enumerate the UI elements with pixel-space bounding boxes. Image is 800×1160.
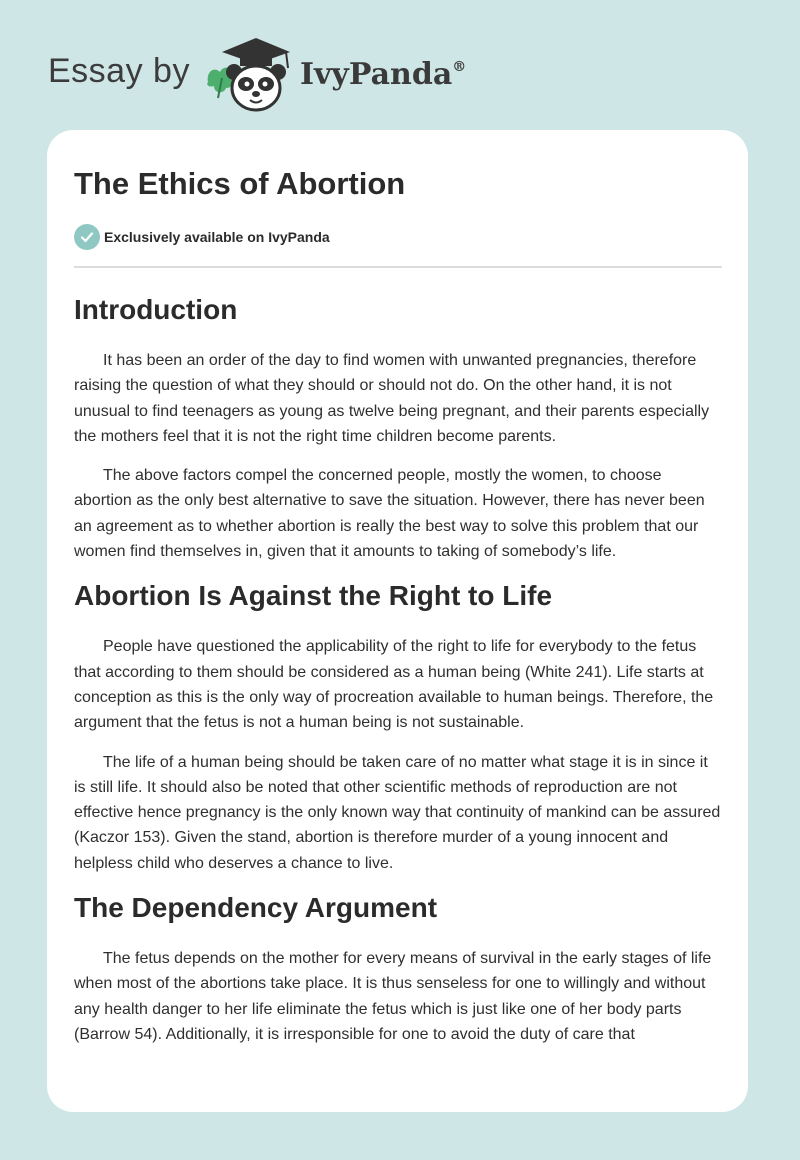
- paragraph: People have questioned the applicability of the right to life for everybody to the fetus that according to them should be considered as a human being (White 241). Life starts at conception as this is the only way of procreation available to human beings. Therefore, the argument that the fetus is not a human being is not sustainable.: [74, 638, 714, 732]
- essay-by-label: Essay by: [48, 51, 190, 90]
- panda-graduate-icon: [204, 34, 296, 114]
- section-dependency-argument: [74, 890, 722, 1047]
- paragraph: The life of a human being should be taken care of no matter what stage it is in since it is still life. It should also be noted that other scientific methods of reproduction are not effective hence pregnancy is the only known way that continuity of mankind can be assured (Kaczor 153). Given the stand, abortion is therefore murder of a young innocent and helpless child who deserves a chance to live.: [74, 753, 721, 872]
- page-title: The Ethics of Abortion: [74, 166, 406, 201]
- paragraph: The above factors compel the concerned people, mostly the women, to choose abortion as the only best alternative to save the situation. However, there has never been an agreement as to whether abortion is really the best way to solve this problem that our women find themselves in, given that it amounts to taking of somebody’s life.: [74, 467, 705, 561]
- paragraph: It has been an order of the day to find women with unwanted pregnancies, therefore raising the question of what they should or should not do. On the other hand, it is not unusual to find teenagers as young as twelve being pregnant, and their parents especially the mothers feel that it is not the right time children become parents.: [74, 352, 710, 445]
- badge-text: Exclusively available on IvyPanda: [104, 229, 330, 245]
- paragraph: The fetus depends on the mother for every means of survival in the early stages of life when most of the abortions take place. It is thus senseless for one to willingly and without any health danger to her life eliminate the fetus which is just like one of her body parts (Barrow 54). Additionally, it is irresponsible for one to avoid the duty of care that: [74, 950, 712, 1043]
- exclusive-badge: [74, 224, 722, 268]
- section-heading: Introduction: [74, 294, 238, 325]
- registered-mark: ®: [452, 58, 467, 75]
- section-right-to-life: [74, 578, 722, 876]
- check-circle-icon: [74, 224, 100, 250]
- site-header: [48, 34, 466, 114]
- section-heading: The Dependency Argument: [74, 892, 438, 924]
- brand-name[interactable]: IvyPanda®: [299, 56, 467, 92]
- essay-card: [47, 130, 748, 1112]
- section-heading: Abortion Is Against the Right to Life: [74, 580, 553, 612]
- section-introduction: [74, 292, 722, 564]
